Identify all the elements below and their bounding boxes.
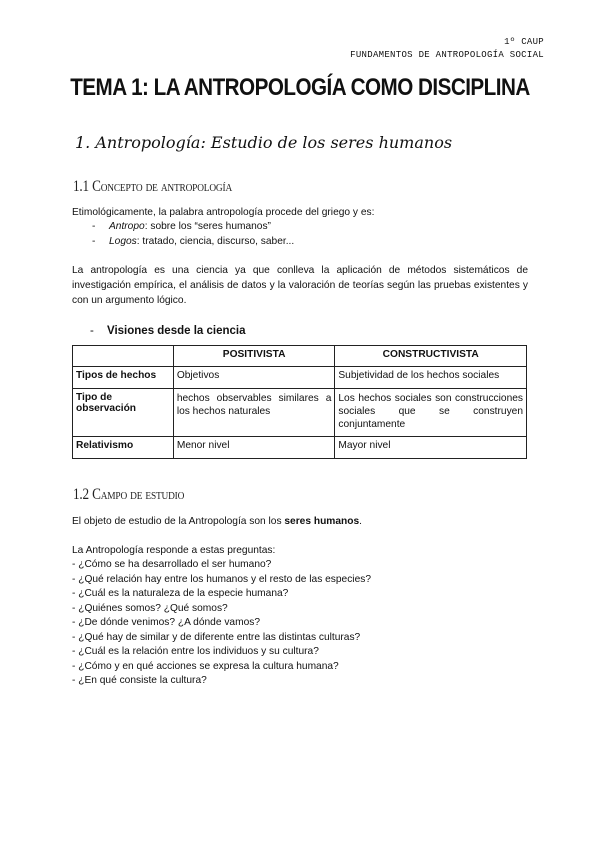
row-label: Relativismo xyxy=(73,437,174,459)
cell-constructivista: Mayor nivel xyxy=(335,437,527,459)
row-label: Tipos de hechos xyxy=(73,367,174,389)
table-row xyxy=(73,389,527,437)
list-item-text: : tratado, ciencia, discurso, saber... xyxy=(136,236,295,247)
list-item-text: : sobre los “seres humanos” xyxy=(144,221,271,232)
list-item: - ¿Cuál es la relación entre los individuos y su cultura? xyxy=(72,646,319,657)
list-item: - ¿Cómo y en qué acciones se expresa la cultura humana? xyxy=(72,660,339,672)
cell-positivista: Objetivos xyxy=(173,367,335,389)
cell-positivista: hechos observables similares a los hechos naturales xyxy=(173,389,335,437)
header-course: 1º CAUP xyxy=(504,37,544,47)
list-item: - ¿Cuál es la naturaleza de la especie humana? xyxy=(72,588,289,599)
object-suffix: . xyxy=(359,516,362,527)
list-item: - ¿Qué hay de similar y de diferente entre las distintas culturas? xyxy=(72,631,361,643)
visions-table xyxy=(72,345,527,459)
table-row xyxy=(73,437,527,459)
list-item: - Logos: tratado, ciencia, discurso, saber... xyxy=(92,236,295,247)
table-header-positivista: POSITIVISTA xyxy=(173,346,335,367)
cell-constructivista: Subjetividad de los hechos sociales xyxy=(335,367,527,389)
cell-constructivista: Los hechos sociales son construcciones sociales que se construyen conjuntamente xyxy=(335,389,527,437)
etymology-intro: Etimológicamente, la palabra antropología procede del griego y es: xyxy=(72,207,375,218)
object-bold: seres humanos xyxy=(284,516,360,527)
list-item: - ¿De dónde venimos? ¿A dónde vamos? xyxy=(72,617,261,628)
table-header-row xyxy=(73,346,527,367)
list-item-term: Antropo xyxy=(109,221,145,232)
section-1-heading: 1. Antropología: Estudio de los seres humanos xyxy=(75,133,453,152)
section-1-1-heading: 1.1 Concepto de antropología xyxy=(73,178,233,195)
header-subject: FUNDAMENTOS DE ANTROPOLOGÍA SOCIAL xyxy=(350,50,544,60)
list-item: - Antropo: sobre los “seres humanos” xyxy=(92,221,271,232)
list-item: - ¿Cómo se ha desarrollado el ser humano? xyxy=(72,559,272,570)
visions-subheading-text: Visiones desde la ciencia xyxy=(107,325,246,337)
object-prefix: El objeto de estudio de la Antropología son los xyxy=(72,516,285,527)
table-header-empty xyxy=(73,346,174,367)
science-paragraph: La antropología es una ciencia ya que conlleva la aplicación de métodos sistemáticos de investigación empírica, el análisis de datos y la valoración de teorías según las pruebas existentes y con un argumento lógico. xyxy=(72,265,528,306)
visions-subheading: - Visiones desde la ciencia xyxy=(90,325,246,337)
list-item: - ¿Qué relación hay entre los humanos y el resto de las especies? xyxy=(72,573,371,585)
questions-intro: La Antropología responde a estas preguntas: xyxy=(72,545,276,556)
list-item-term: Logos xyxy=(109,236,137,247)
page-title: TEMA 1: LA ANTROPOLOGÍA COMO DISCIPLINA xyxy=(70,74,530,101)
table-header-constructivista: CONSTRUCTIVISTA xyxy=(335,346,527,367)
row-label: Tipo de observación xyxy=(73,389,174,437)
list-item: - ¿En qué consiste la cultura? xyxy=(72,675,207,686)
cell-positivista: Menor nivel xyxy=(173,437,335,459)
section-1-2-heading: 1.2 Campo de estudio xyxy=(73,486,185,503)
list-item: - ¿Quiénes somos? ¿Qué somos? xyxy=(72,602,228,614)
table-row xyxy=(73,367,527,389)
object-of-study xyxy=(72,514,528,529)
